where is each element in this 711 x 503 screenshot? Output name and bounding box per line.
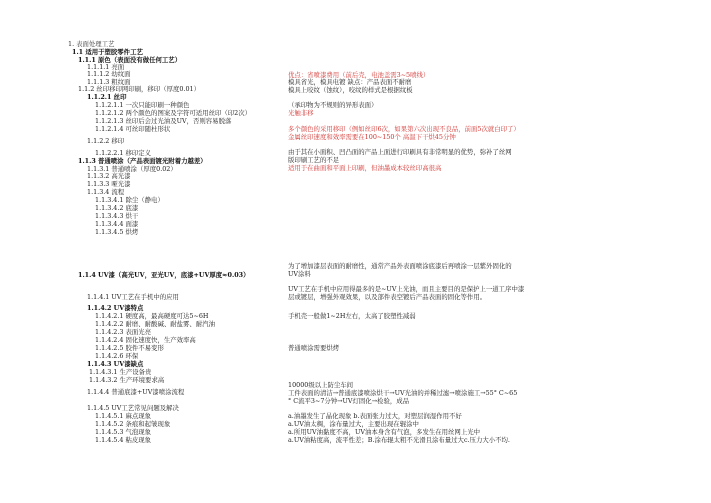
outline-item: 1.1.4.1 UV工艺在手机中的应用 bbox=[87, 293, 179, 301]
outline-item: 1.1.2.1.3 丝印后会过光油及UV，否则容易脱落 bbox=[95, 117, 232, 125]
outline-item: 1.1.4.5.2 条痕和起皱现象 bbox=[95, 420, 171, 428]
note-text: 为了增加漆层表面的耐磨性，通常产品外表面喷涂底漆后再喷涂一层紫外固化的 bbox=[288, 262, 512, 270]
note-text: 金属丝印速度和效率需要在100~150个 高温下干烘45分钟 bbox=[288, 133, 456, 141]
note-text: UV涂料 bbox=[288, 270, 311, 278]
outline-item: 1.1.4.5.4 粘皮现象 bbox=[95, 436, 152, 444]
outline-item: 1.1.3.4.4 面漆 bbox=[95, 220, 139, 228]
outline-item: 1.1.4.2.1 硬度高，最高硬度可达5~6H bbox=[95, 312, 209, 320]
note-text: 工件表面的清洁→普通底漆喷涂烘干→UV光油的并稀过滤→喷涂施工→55° C~65 bbox=[288, 389, 518, 397]
outline-item: 1.1.3.4.5 烘烤 bbox=[95, 228, 139, 236]
note-text: 多个颜色的采用移印（例如丝印6次，如果第六次出现不良品，前面5次就白印了） bbox=[288, 125, 520, 133]
outline-item: 1.1.4.4 普通底漆+UV漆喷涂流程 bbox=[87, 388, 185, 396]
outline-item: 1.1.2.1.1 一次只能印刷一种颜色 bbox=[95, 101, 190, 109]
outline-item: 1.1.4.3 UV漆缺点 bbox=[87, 360, 144, 368]
note-text: 由于其在小面积、凹凸面的产品上面进行印刷具有非常明显的优势，弥补了丝网 bbox=[288, 148, 512, 156]
note-text: a.UV油粘度高，流平性差；B.涂布辊太粗不光滑且涂布量过大c.压力大小不均. bbox=[288, 436, 510, 444]
outline-item: 1.1.2 丝印移印网印刷，移印（厚度0.01） bbox=[78, 85, 200, 93]
outline-item: 1.1.3.1 普通喷涂（厚度0.02） bbox=[87, 165, 177, 173]
note-text: UV工艺在手机中应用得最多的是~UV上光油，而且主要目的是保护上一道工序中漆 bbox=[288, 285, 525, 293]
outline-item: 1.1.4.3.1 生产设备贵 bbox=[89, 368, 152, 376]
note-text: ° C流平3~7分钟→UV灯固化→检验，成品 bbox=[288, 397, 410, 405]
outline-item: 1.1.3 普通喷涂（产品表面镀光附着力越差） bbox=[78, 157, 207, 165]
outline-item: 1.1.4.5.3 气泡现象 bbox=[95, 428, 152, 436]
note-text: 模具省光，模具电镀 缺点：产品表面不耐磨 bbox=[288, 78, 412, 86]
outline-item: 1.1.1.2 幼纹面 bbox=[87, 70, 131, 78]
outline-item: 1.1 适用于塑胶零件工艺 bbox=[72, 48, 143, 56]
outline-item: 1.1.1.1 亮面 bbox=[87, 63, 125, 71]
outline-item: 1.1.3.3 哑光漆 bbox=[87, 180, 131, 188]
outline-item: 1.1.2.1.2 两个颜色的图案及字符可适用丝印（印2次） bbox=[95, 109, 251, 117]
outline-item: 1.1.4.3.2 生产环境要求高 bbox=[89, 376, 165, 384]
outline-item: 1.1.4.2 UV漆特点 bbox=[87, 304, 144, 312]
outline-item: 1.1.4.2.6 环保 bbox=[95, 352, 139, 360]
outline-item: 1.1.4.2.4 固化速度快，生产效率高 bbox=[95, 336, 196, 344]
note-text: 手机壳一般做1~2H左右，太高了胶塑性减弱 bbox=[288, 312, 416, 320]
outline-item: 1.1.3.2 高光漆 bbox=[87, 172, 131, 180]
outline-item: 1.1.3.4 流程 bbox=[87, 188, 125, 196]
outline-item: 1.1.3.4.3 烘干 bbox=[95, 212, 139, 220]
outline-item: 1.1.4.5 UV工艺常见问题及解决 bbox=[87, 404, 179, 412]
outline-item: 1.1.2.1.4 可丝印随杜形状 bbox=[95, 125, 171, 133]
note-text: 光触非移 bbox=[288, 109, 314, 117]
outline-item: 1.1.3.4.1 除尘（静电） bbox=[95, 196, 164, 204]
note-text: 适用于在曲面和平面上印刷，但油墨成本较丝印高很高 bbox=[288, 164, 442, 172]
note-text: a.油墨发生了晶化现象 b.表面张力过大，对塑层润湿作用不好 bbox=[288, 412, 462, 420]
outline-item: 1.1.4.2.3 表面光亮 bbox=[95, 328, 152, 336]
note-text: a.UV油太稠，涂布量过大，主要出现在辊涂中 bbox=[288, 420, 419, 428]
outline-item: 1.1.2.1 丝印 bbox=[87, 93, 127, 101]
outline-item: 1.1.2.2 移印 bbox=[87, 137, 125, 145]
note-text: （承印物为不规则的异形表面） bbox=[288, 101, 378, 109]
outline-item: 1.1.4.2.5 胶件不易变形 bbox=[95, 344, 164, 352]
note-text: 优点：省喷漆费用（前后壳，电池盖需3~5喷线） bbox=[288, 71, 430, 79]
note-text: 层或镀层，增强外观效果，以及部件表空镀后产品表面的固化等作用。 bbox=[288, 293, 487, 301]
outline-item: 1.1.1.3 粗纹面 bbox=[87, 78, 131, 86]
outline-heading: 1. 表面处理工艺 bbox=[68, 40, 115, 48]
outline-item: 1.1.4 UV漆（高光UV，亚光UV，底漆+UV厚度≈0.03） bbox=[78, 271, 250, 279]
outline-item: 1.1.3.4.2 底漆 bbox=[95, 204, 139, 212]
note-text: 普通喷涂需要烘烤 bbox=[288, 344, 340, 352]
note-text: 版印刷工艺的不足 bbox=[288, 156, 340, 164]
outline-item: 1.1.4.2.2 耐磨、耐酸碱、耐盐雾、耐汽油 bbox=[95, 320, 215, 328]
outline-item: 1.1.2.2.1 移印定义 bbox=[95, 149, 152, 157]
note-text: 10000级以上防尘车间 bbox=[288, 381, 354, 389]
outline-item: 1.1.1 原色（表面没有做任何工艺） bbox=[78, 56, 182, 64]
note-text: a.所用UV油黏度不高，UV油本身含有气泡，多发生在用丝网上光中 bbox=[288, 428, 480, 436]
outline-item: 1.1.4.5.1 麻点现象 bbox=[95, 412, 152, 420]
note-text: 模具上咬纹（蚀纹），咬纹的样式是根据纹板 bbox=[288, 86, 413, 94]
